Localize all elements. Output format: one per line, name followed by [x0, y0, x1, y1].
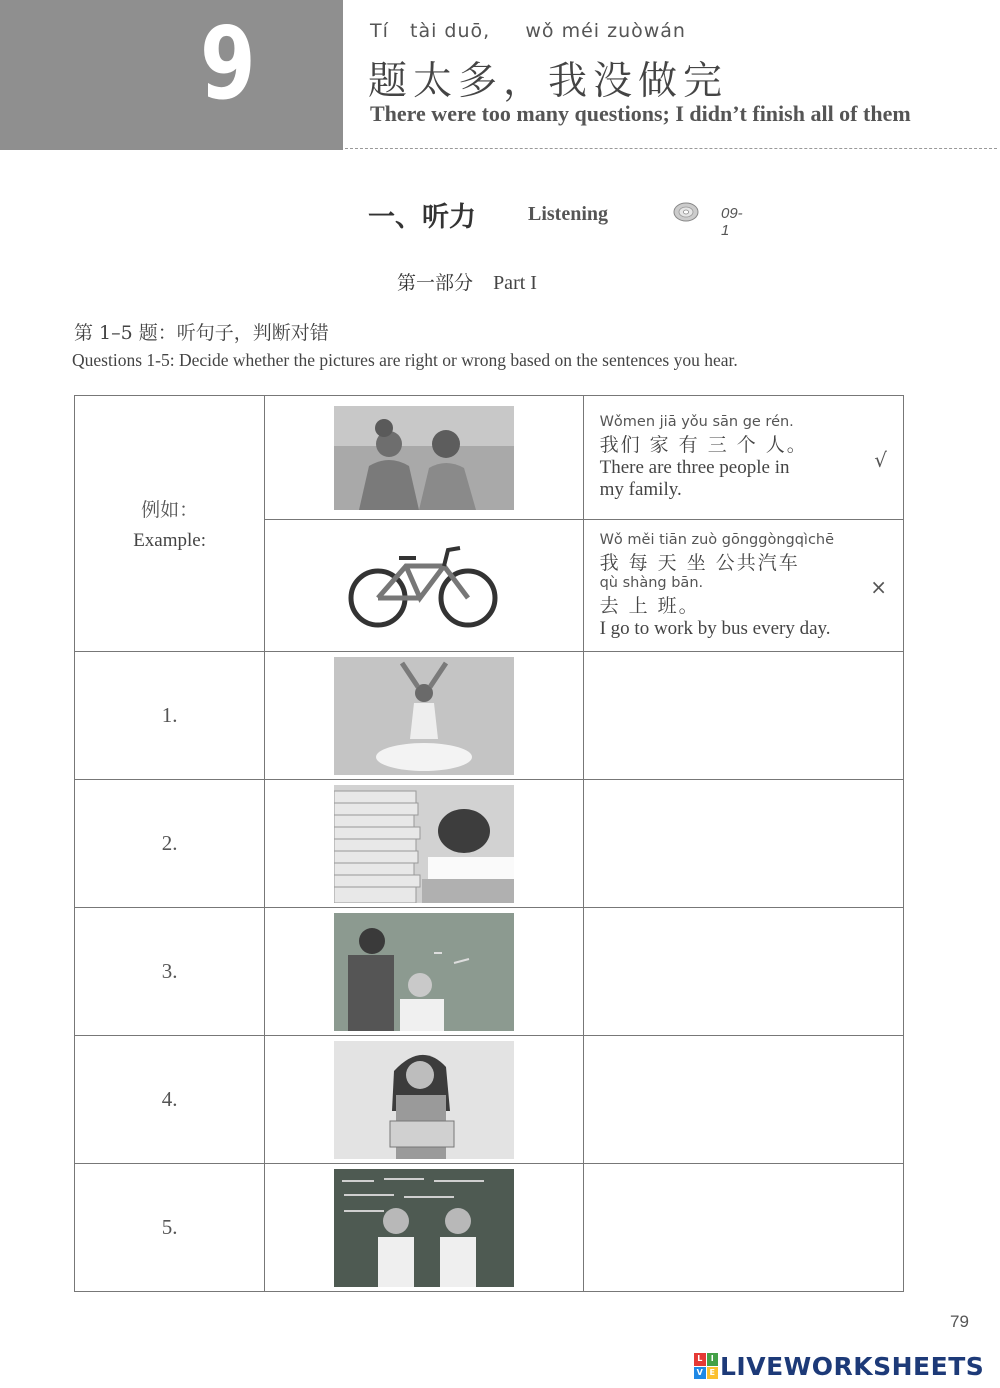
example-english: my family. — [599, 479, 682, 500]
example-pinyin: Wǒmen jiā yǒu sān ge rén. — [599, 414, 794, 430]
instructions-chinese: 第 1–5 题：听句子，判断对错 — [74, 322, 329, 344]
title-pinyin: Tí tài duō, wǒ méi zuòwán — [370, 20, 686, 42]
question-number: 2. — [75, 780, 265, 908]
question-row — [75, 780, 904, 908]
cross-mark-icon: × — [870, 575, 887, 599]
question-picture-cell — [265, 652, 583, 780]
example-english: There are three people in — [599, 457, 790, 478]
section-title-chinese: 一、听力 — [368, 202, 476, 233]
two-boys-classroom-photo — [334, 1169, 514, 1287]
family-photo — [334, 406, 514, 510]
part-heading — [397, 268, 551, 295]
question-picture-cell — [265, 1036, 583, 1164]
chapter-number: 9 — [200, 5, 256, 122]
ballet-dancer-photo — [334, 657, 514, 775]
woman-with-books-photo — [334, 1041, 514, 1159]
teacher-at-blackboard-photo — [334, 913, 514, 1031]
title-chinese: 题太多，我没做完 — [368, 59, 729, 104]
listening-table — [74, 395, 904, 1292]
question-number: 1. — [75, 652, 265, 780]
answer-cell[interactable] — [583, 1164, 903, 1292]
answer-cell[interactable] — [583, 652, 903, 780]
question-row — [75, 652, 904, 780]
example-row — [75, 396, 904, 520]
answer-cell[interactable] — [583, 1036, 903, 1164]
question-number: 4. — [75, 1036, 265, 1164]
question-row — [75, 908, 904, 1036]
chapter-banner — [0, 0, 343, 150]
question-picture-cell — [265, 1164, 583, 1292]
example-chinese: 我们 家 有 三 个 人。 — [599, 434, 808, 456]
example-picture-cell — [265, 520, 583, 652]
liveworksheets-logo-text: LIVEWORKSHEETS — [720, 1351, 985, 1381]
example-pinyin: qù shàng bān. — [599, 574, 704, 591]
example-pinyin: Wǒ měi tiān zuò gōnggòngqìchē — [599, 531, 835, 548]
question-picture-cell — [265, 780, 583, 908]
part-title-chinese: 第一部分 — [397, 272, 474, 294]
liveworksheets-logo[interactable] — [694, 1351, 984, 1381]
question-picture-cell — [265, 908, 583, 1036]
question-number: 3. — [75, 908, 265, 1036]
answer-cell[interactable] — [583, 908, 903, 1036]
part-title-english: Part I — [493, 272, 537, 294]
boy-asleep-on-papers-photo — [334, 785, 514, 903]
example-label-cell — [75, 396, 265, 652]
question-row — [75, 1164, 904, 1292]
question-row — [75, 1036, 904, 1164]
cd-icon[interactable] — [673, 199, 699, 225]
example-sentence-cell — [583, 520, 903, 652]
example-label-chinese: 例如： — [141, 499, 199, 521]
example-english: I go to work by bus every day. — [599, 617, 831, 639]
question-number: 5. — [75, 1164, 265, 1292]
title-english: There were too many questions; I didn’t finish all of them — [370, 101, 911, 126]
check-mark-icon: √ — [874, 448, 887, 472]
section-heading — [368, 195, 743, 239]
example-chinese: 去 上 班。 — [599, 594, 700, 617]
page-number: 79 — [950, 1312, 969, 1331]
answer-cell[interactable] — [583, 780, 903, 908]
example-picture-cell — [265, 396, 583, 520]
bicycle-photo — [344, 536, 504, 636]
header-divider — [345, 148, 997, 149]
example-sentence-cell — [583, 396, 903, 520]
section-title-english: Listening — [528, 203, 609, 225]
instructions-english: Questions 1-5: Decide whether the pictures are right or wrong based on the sentences you hear. — [72, 350, 738, 370]
example-chinese: 我 每 天 坐 公共汽车 — [599, 551, 800, 574]
audio-track-label: 09-1 — [721, 205, 743, 239]
example-label-english: Example: — [133, 530, 207, 551]
liveworksheets-logo-icon: L I V E — [694, 1353, 718, 1379]
